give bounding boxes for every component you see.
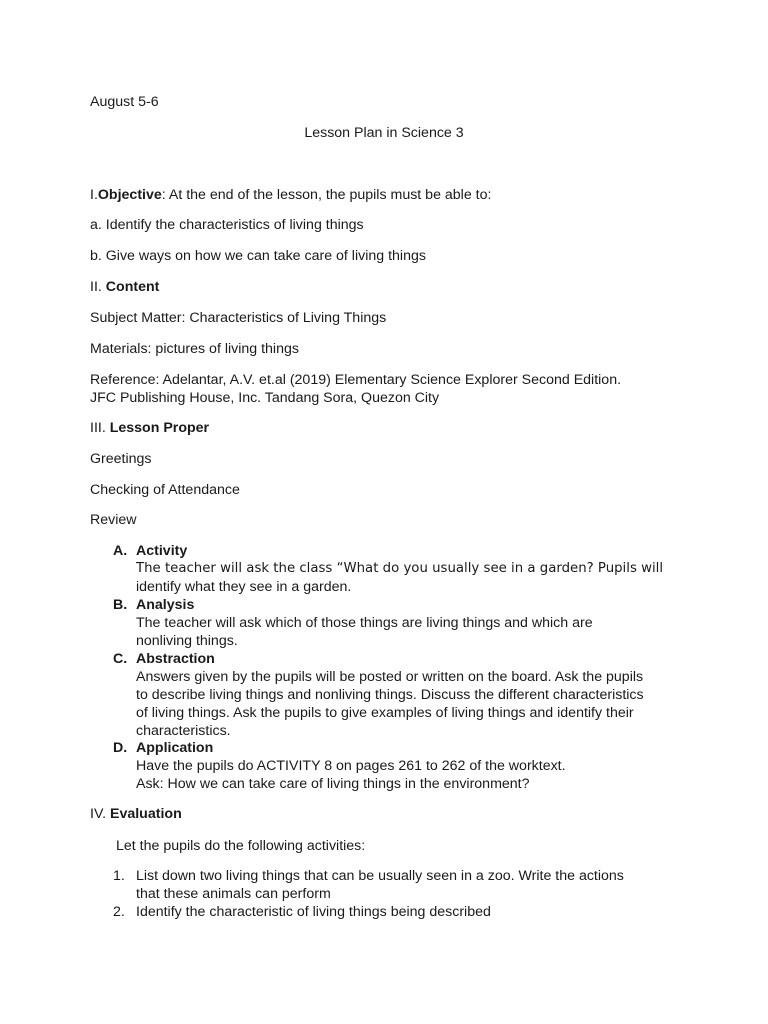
- abstraction-line: to describe living things and nonliving things. Discuss the different characteristics: [136, 687, 644, 703]
- section-number: IV.: [90, 806, 110, 822]
- review: Review: [90, 512, 137, 528]
- analysis-line: The teacher will ask which of those things are living things and which are: [136, 615, 593, 631]
- evaluation-item-line: that these animals can perform: [136, 886, 331, 902]
- list-letter: A.: [113, 543, 128, 559]
- subject-matter: Subject Matter: Characteristics of Living Things: [90, 310, 387, 326]
- analysis-line: nonliving things.: [136, 633, 238, 649]
- abstraction-line: Answers given by the pupils will be posted or written on the board. Ask the pupils: [136, 669, 644, 685]
- abstraction-line: of living things. Ask the pupils to give examples of living things and identify their: [136, 705, 634, 721]
- abstraction-line: characteristics.: [136, 723, 231, 739]
- application-line: Ask: How we can take care of living things in the environment?: [136, 776, 530, 792]
- checking-attendance: Checking of Attendance: [90, 482, 240, 498]
- activity-line: The teacher will ask the class “What do you usually see in a garden? Pupils will: [136, 561, 664, 576]
- objective-heading-line: [90, 186, 491, 204]
- lesson-proper-heading: Lesson Proper: [109, 420, 210, 436]
- activity-line: identify what they see in a garden.: [136, 579, 352, 595]
- list-letter: B.: [113, 597, 128, 613]
- evaluation-heading-line: [90, 805, 182, 823]
- evaluation-item-line: List down two living things that can be usually seen in a zoo. Write the actions: [136, 868, 624, 884]
- reference-line-2: JFC Publishing House, Inc. Tandang Sora, Quezon City: [90, 390, 440, 406]
- list-number: 1.: [113, 868, 125, 884]
- activity-heading: Activity: [136, 543, 188, 559]
- application-heading: Application: [136, 740, 214, 756]
- date-text: August 5-6: [90, 94, 159, 110]
- list-number: 2.: [113, 904, 125, 920]
- section-number: III.: [90, 420, 110, 436]
- evaluation-intro: Let the pupils do the following activities:: [116, 838, 366, 854]
- application-line: Have the pupils do ACTIVITY 8 on pages 261 to 262 of the worktext.: [136, 758, 566, 774]
- objective-a: a. Identify the characteristics of living things: [90, 217, 364, 233]
- list-letter: D.: [113, 740, 128, 756]
- evaluation-item-line: Identify the characteristic of living things being described: [136, 904, 491, 920]
- abstraction-heading: Abstraction: [136, 651, 215, 667]
- materials: Materials: pictures of living things: [90, 341, 299, 357]
- objective-heading: Objective: [97, 187, 162, 203]
- evaluation-heading: Evaluation: [110, 806, 182, 822]
- objective-text: : At the end of the lesson, the pupils must be able to:: [161, 187, 492, 203]
- greetings: Greetings: [90, 451, 152, 467]
- section-number: I.: [90, 187, 98, 203]
- analysis-heading: Analysis: [136, 597, 195, 613]
- reference-line-1: Reference: Adelantar, A.V. et.al (2019) Elementary Science Explorer Second Edition.: [90, 372, 622, 388]
- list-letter: C.: [113, 651, 128, 667]
- objective-b: b. Give ways on how we can take care of living things: [90, 248, 426, 264]
- lesson-proper-heading-line: [90, 419, 209, 437]
- content-heading: Content: [105, 279, 160, 295]
- content-heading-line: [90, 278, 159, 296]
- section-number: II.: [90, 279, 106, 295]
- document-title: Lesson Plan in Science 3: [304, 125, 464, 141]
